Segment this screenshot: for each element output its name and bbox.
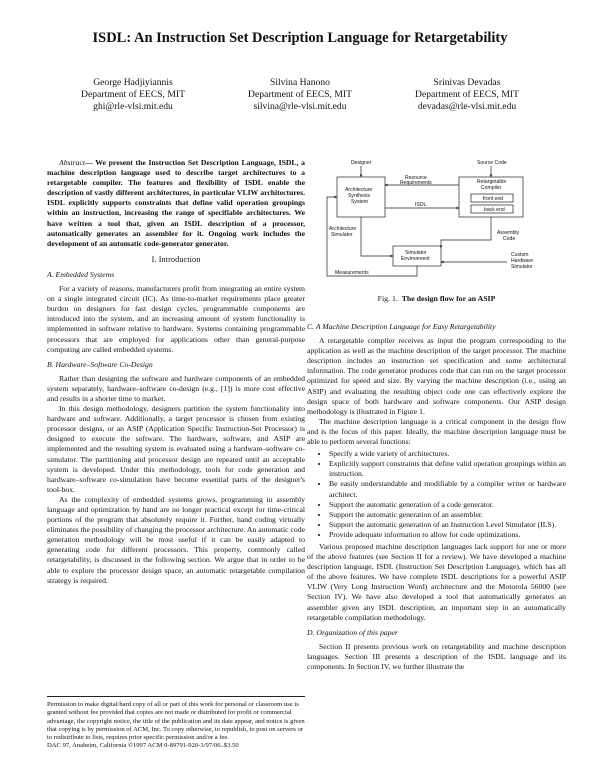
footnote-conference: [47, 742, 305, 750]
author-email[interactable]: ghi@rle-vlsi.mit.edu: [93, 101, 173, 113]
isdl-label: ISDL: [415, 202, 427, 208]
list-item: • Support the automatic generation of a code generator.: [329, 500, 566, 510]
author-dept: Department of EECS, MIT: [248, 89, 352, 101]
author-name: Srinivas Devadas: [433, 77, 501, 88]
arch-sim-label: Architecture: [329, 226, 357, 232]
custom-hw-label: Custom: [511, 252, 529, 258]
right-column: [307, 322, 566, 672]
copyright-footnote: [47, 696, 305, 751]
figure-caption: [307, 294, 566, 303]
subsection-heading-machine-description: C. A Machine Description Language for Easy Retargetability: [307, 322, 496, 331]
designer-label: Designer: [351, 160, 372, 166]
subsection-heading-embedded: A. Embedded Systems: [47, 269, 115, 279]
design-flow-diagram: [307, 158, 566, 286]
paragraph: Section II presents previous work on retargetability and machine description languages. Section III presents a description of the ISDL language and its components. In Section IV, we further illustrate the: [307, 641, 566, 671]
author-email[interactable]: devadas@rle-vlsi.mit.edu: [417, 101, 517, 113]
author-block: [215, 77, 385, 114]
assembly-label: Assembly: [497, 230, 520, 236]
paragraph: A retargetable compiler receives as input the program corresponding to the application as well as the machine description of the target processor. The machine description includes an instruction set specification and some architectural information. The code generator produces code that can run on the target processor optimized for speed and size. By varying the machine description (i.e., using an ASIP) and evaluating the resulting object code one can effectively explore the design space of both hardware and software components. Our ASIP design methodology is illustrated in Figure 1.: [307, 336, 566, 416]
custom-hw-label: Simulator: [511, 264, 533, 270]
author-name: George Hadjiyiannis: [93, 77, 173, 88]
abstract-text: — We present the Instruction Set Description Language, ISDL, a machine description language used to describe target architectures to a retargetable compiler. The features and flexibility of ISDL enable the description of vastly different architectures, in particular VLIW architectures. ISDL explicitly supports constraints that define valid operation groupings within an instruction, increasing the range of specifiable architectures. We have written a tool that, given an ISDL description of a processor, automatically generates an assembler for it. Ongoing work includes the development of an automatic code-generator generator.: [47, 158, 305, 248]
abstract: [47, 158, 305, 249]
subsection-heading-codesign: B. Hardware–Software Co-Design: [47, 359, 153, 369]
paragraph: In this design methodology, designers partition the system functionality into hardware and software. Additionally, a target processor is chosen from existing processor designs, or an ASIP (Application Specific Instruction-Set Processor) is designed to execute the software. The hardware, software, and ASIP are implemented and the resulting system is evaluated using a hardware–software co-simulator. The partitioning and processor design are repeated until an acceptable system is developed. Under this methodology, tools for code generation and hardware–software co-simulation have become essential parts of the designer's tool-box.: [47, 404, 305, 494]
subsection-heading-organization: D. Organization of this paper: [307, 627, 398, 637]
paragraph: As the complexity of embedded systems grows, programming in assembly language and optimization by hand are no longer practical except for time-critical portions of the program that absolutely require it. Further, hand coding virtually eliminates the possibility of changing the processor architecture. An automatic code generation methodology will be most useful if it can be easily adapted to generating code for different processors. This property, commonly called retargetability, is discussed in the following section. We argue that in order to be able to explore the processor design space, an automatic retargetable compilation strategy is required.: [47, 494, 305, 585]
list-item: • Provide adequate information to allow for code optimizations.: [329, 530, 566, 540]
resource-label: Resource: [405, 175, 427, 181]
author-dept: Department of EECS, MIT: [81, 89, 185, 101]
abstract-label: Abstract: [59, 158, 86, 167]
arch-sim-arrow: [361, 217, 393, 256]
assembly-label: Code: [503, 236, 516, 242]
arch-synth-label: Synthesis: [348, 193, 371, 199]
list-item: • Support the automatic generation of an Instruction Level Simulator (ILS).: [329, 520, 566, 530]
author-dept: Department of EECS, MIT: [415, 89, 519, 101]
feature-list: [307, 449, 566, 540]
simenv-label: Simulator: [405, 250, 427, 256]
list-item: • Support the automatic generation of an assembler.: [329, 510, 566, 520]
arch-sim-label: Simulator: [331, 232, 353, 238]
measurements-label: Measurements: [335, 270, 369, 276]
back-end-label: back end: [484, 207, 505, 213]
compiler-label: Compiler: [481, 185, 502, 191]
arch-synth-label: Architecture: [345, 187, 373, 193]
list-item: • Explicitly support constraints that define valid operation groupings within an instruction.: [329, 459, 566, 479]
paragraph: Rather than designing the software and hardware components of an embedded system separately, hardware–software co-design (e.g., [1]) is more cost effective and results in a shorter time to market.: [47, 373, 305, 403]
section-heading-introduction: I. Introduction: [151, 254, 201, 264]
left-column: [47, 158, 305, 586]
conference-name: DAC 97, Anaheim, California: [47, 742, 127, 750]
list-item: • Specify a wide variety of architectures.: [329, 449, 566, 459]
paragraph: The machine description language is a critical component in the design flow and is the focus of this paper. Ideally, the machine description language must be able to perform several functions:: [307, 416, 566, 447]
custom-hw-label: Hardware: [511, 258, 534, 264]
author-block: [382, 77, 552, 114]
paper-title: ISDL: An Instruction Set Description Language for Retargetability: [92, 30, 508, 46]
author-email[interactable]: silvina@rle-vlsi.mit.edu: [253, 101, 347, 113]
paragraph: Various proposed machine description languages lack support for one or more of the above features (see Section II for a review). We have developed a machine description language, ISDL (Instruction Set Description Language), which has all of the above features. We have complete ISDL descriptions for a powerful ASIP VLIW (Very Long Instruction Word) architecture and the Motorola 56000 (see Section IV). We have also developed a tool that automatically generates an assembler given any ISDL description, an important step in an automatically retargetable compilation methodology.: [307, 541, 566, 622]
source-code-label: Source Code: [477, 160, 507, 166]
footnote-text: Permission to make digital/hard copy of all or part of this work for personal or classroom use is granted without fee provided that copies are not made or distributed for profit or commercial advantage, the copyright notice, the title of the publication and its date appear, and notice is given that copying is by permission of ACM, Inc. To copy otherwise, to republish, to post on servers or to redistribute to lists, requires prior specific permission and/or a fee.: [47, 701, 305, 742]
paragraph: For a variety of reasons, manufacturers profit from integrating an entire system on a single integrated circuit (IC). As time-to-market requirements place greater burden on designers for fast design cycles, programmable components are introduced into the system, and an increasing amount of system functionality is implemented in software relative to hardware. Systems containing programmable processors that are employed for applications other than general-purpose computing are called embedded systems.: [47, 284, 305, 354]
list-item: • Be easily understandable and modifiable by a compiler writer or hardware architect.: [329, 479, 566, 499]
copyright-line: ©1997 ACM 0-89791-920-3/97/06..$3.50: [127, 742, 239, 750]
requirements-label: Requirements: [400, 180, 432, 186]
author-name: Silvina Hanono: [270, 77, 330, 88]
arch-synth-label: System: [351, 199, 368, 205]
front-end-label: front end: [483, 196, 504, 202]
assembly-arrow: [441, 217, 491, 248]
figure-caption-text: The design flow for an ASIP: [401, 294, 496, 303]
simenv-label: Environment: [401, 256, 430, 262]
author-block: [48, 77, 218, 114]
compiler-label: Retargetable: [477, 179, 507, 185]
figure-number: Fig. 1.: [377, 294, 398, 303]
